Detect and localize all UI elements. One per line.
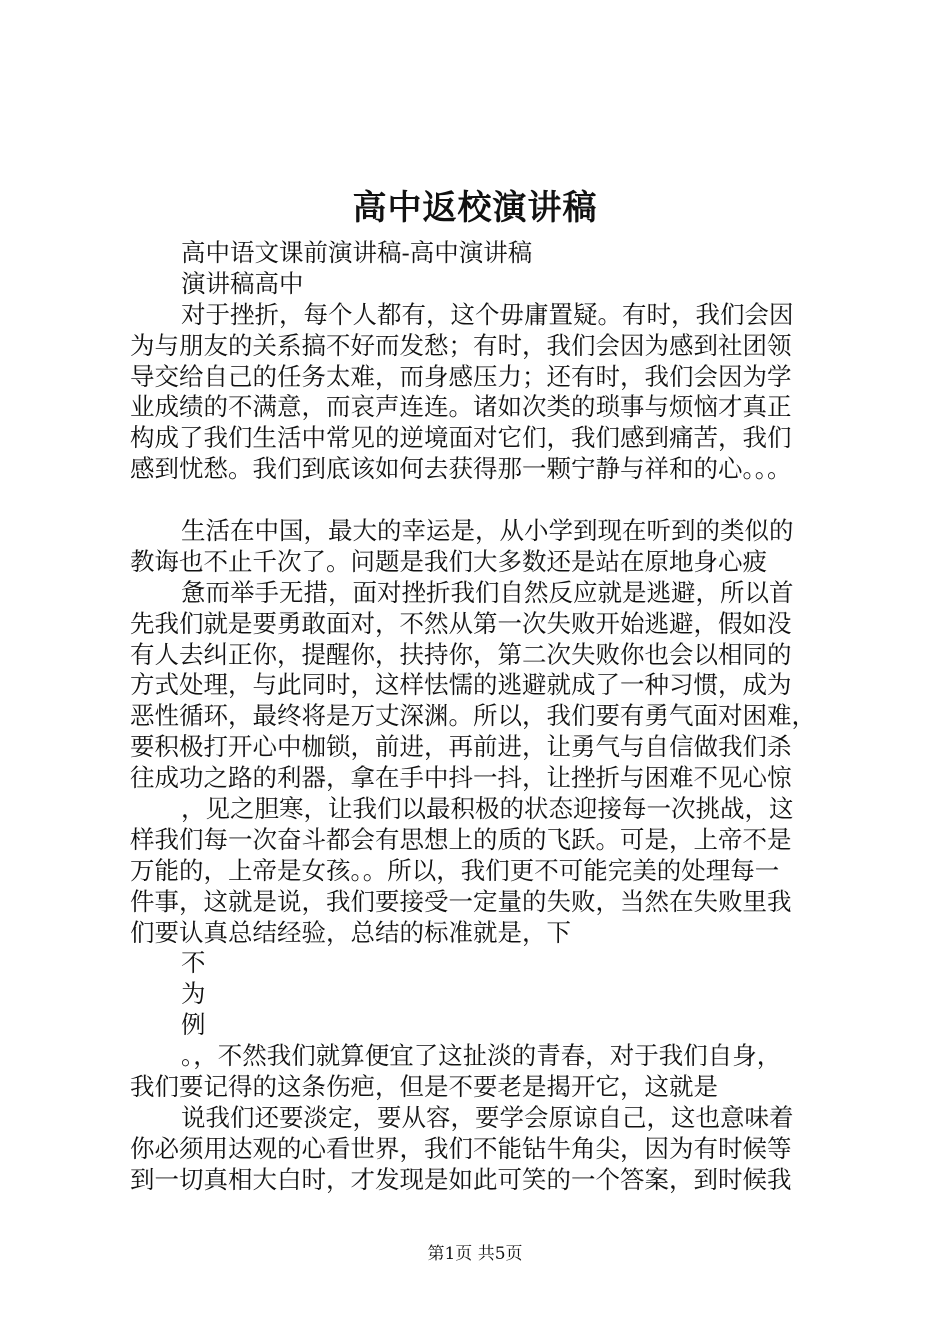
paragraph-line: 样我们每一次奋斗都会有思想上的质的飞跃。可是，上帝不是 bbox=[130, 824, 792, 854]
page-footer: 第1页 共5页 bbox=[427, 1244, 523, 1264]
paragraph-line: 感到忧愁。我们到底该如何去获得那一颗宁静与祥和的心。。。 bbox=[130, 454, 792, 484]
paragraph-line: 为与朋友的关系搞不好而发愁；有时，我们会因为感到社团领 bbox=[130, 330, 792, 360]
subtitle-line: 高中语文课前演讲稿-高中演讲稿 bbox=[181, 238, 533, 267]
paragraph-line: 业成绩的不满意，而哀声连连。诸如次类的琐事与烦恼才真正 bbox=[130, 392, 792, 422]
paragraph-line: 们要认真总结经验，总结的标准就是，下 bbox=[130, 917, 571, 947]
paragraph-line: 方式处理，与此同时，这样怯懦的逃避就成了一种习惯，成为 bbox=[130, 670, 792, 700]
paragraph-line: 教诲也不止千次了。问题是我们大多数还是站在原地身心疲 bbox=[130, 546, 767, 576]
paragraph-line: 恶性循环，最终将是万丈深渊。所以，我们要有勇气面对困难， bbox=[130, 701, 816, 731]
paragraph-line: 往成功之路的利器，拿在手中抖一抖，让挫折与困难不见心惊 bbox=[130, 763, 792, 793]
paragraph-line: 你必须用达观的心看世界，我们不能钻牛角尖，因为有时候等 bbox=[130, 1133, 792, 1163]
subtitle-line: 演讲稿高中 bbox=[181, 268, 304, 298]
paragraph-line: 我们要记得的这条伤疤，但是不要老是揭开它，这就是 bbox=[130, 1072, 718, 1102]
paragraph-line: 为 bbox=[181, 979, 206, 1009]
paragraph-line: 要积极打开心中枷锁，前进，再前进，让勇气与自信做我们杀 bbox=[130, 732, 792, 762]
paragraph-line: 件事，这就是说，我们要接受一定量的失败，当然在失败里我 bbox=[130, 886, 792, 916]
document-title: 高中返校演讲稿 bbox=[352, 188, 598, 228]
paragraph-line: 构成了我们生活中常见的逆境面对它们，我们感到痛苦，我们 bbox=[130, 423, 792, 453]
paragraph-line: ，见之胆寒，让我们以最积极的状态迎接每一次挑战，这 bbox=[181, 794, 794, 824]
paragraph-line: 。，不然我们就算便宜了这扯淡的青春，对于我们自身， bbox=[181, 1041, 782, 1071]
paragraph-line: 例 bbox=[181, 1010, 206, 1040]
paragraph-line: 不 bbox=[181, 948, 206, 978]
paragraph-line: 导交给自己的任务太难，而身感压力；还有时，我们会因为学 bbox=[130, 361, 792, 391]
paragraph-line: 生活在中国，最大的幸运是，从小学到现在听到的类似的 bbox=[181, 516, 794, 546]
paragraph-line: 惫而举手无措，面对挫折我们自然反应就是逃避，所以首 bbox=[181, 577, 794, 607]
paragraph-line: 说我们还要淡定，要从容，要学会原谅自己，这也意味着 bbox=[181, 1102, 794, 1132]
paragraph-line: 到一切真相大白时，才发现是如此可笑的一个答案，到时候我 bbox=[130, 1164, 792, 1194]
paragraph-line: 万能的，上帝是女孩。。所以，我们更不可能完美的处理每一 bbox=[130, 855, 780, 885]
paragraph-line: 先我们就是要勇敢面对，不然从第一次失败开始逃避，假如没 bbox=[130, 608, 792, 638]
paragraph-gap bbox=[130, 485, 830, 516]
paragraph-line: 有人去纠正你，提醒你，扶持你，第二次失败你也会以相同的 bbox=[130, 639, 792, 669]
paragraph-line: 对于挫折，每个人都有，这个毋庸置疑。有时，我们会因 bbox=[181, 299, 794, 329]
document-body bbox=[130, 238, 830, 1196]
